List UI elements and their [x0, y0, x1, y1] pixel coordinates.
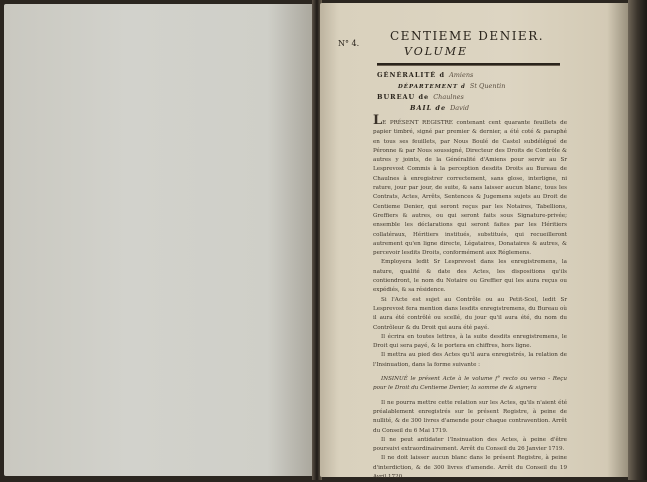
- drop-cap: L: [373, 113, 383, 128]
- document-title: CENTIEME DENIER.: [390, 29, 545, 43]
- paragraph: Il mettra au pied des Actes qu'il aura enregistrés, la relation de l'Insinuation, dans la forme suivante :: [373, 352, 567, 368]
- rule-paragraph: Il ne doit laisser aucun blanc dans le présent Registre, à peine d'interdiction, & de 300 livres d'amende. Arrêt du Conseil du 19 Avril 1720.: [373, 455, 567, 480]
- left-page-blank: [4, 4, 314, 476]
- rule-paragraph: Il ne peut antidater l'Insinuation des Actes, à peine d'être poursuivi extraordinairement. Arrêt du Conseil du 26 Janvier 1719.: [373, 436, 567, 453]
- paragraph-text: E PRÉSENT REGISTRE contenant cent quarante feuillets de papier timbré, signé par premier & dernier, a été coté & paraphé en tous ses feuillets, par Nous Boulé de Castel subdélégué de Péronne & par Nous soussigné, Directeur des Droits de Contrôle & autres y joints, de la Généralité d'Amiens pour servir au Sr Lesprevost Commis à la perception desdits Droits au Bureau de Chaulnes à enregistrer correctement, sans glose, interligne, ni rature, jour par jour, de suite, & sans laisser aucun blanc, tous les Contrats, Actes, Arrêts, Sentences & Jugemens sujets au Droit de Centieme Denier, qui seront reçus par les Notaires, Tabellions, Greffiers & autres, ou qui seront faits sous Signature-privée; ensemble les déclarations qui seront faites par les Héritiers collatéraux, Héritiers institués, substitués, qui recueilleront autrement qu'en ligne directe, Légataires, Donataires & autres, & percevoir lesdits Droits, conformément aux Réglemens.: [373, 120, 567, 257]
- volume-label: VOLUME: [404, 45, 469, 58]
- insinuation-formula: INSINUÉ le présent Acte à le volume f° recto ou verso - Reçu pour le Droit du Centieme Denier, la somme de & signera: [373, 376, 567, 392]
- field-bail: BAIL de David: [410, 104, 470, 112]
- title-rule: [377, 63, 560, 66]
- register-number: N° 4.: [338, 39, 360, 48]
- register-body: [373, 113, 567, 482]
- paragraph: [373, 113, 567, 258]
- paragraph: Si l'Acte est sujet au Contrôle ou au Petit-Scel, ledit Sr Lesprevost fera mention dans lesdits enregistremens, du Bureau où il aura été contrôlé ou scellé, du jour qu'il aura été, du nom du Contrôleur & du Droit qui aura été payé.: [373, 296, 567, 331]
- rule-paragraph: Il ne pourra mettre cette relation sur les Actes, qu'ils n'aient été préalablement enregistrés sur le présent Registre, à peine de nullité, & de 300 livres d'amende pour chaque contravention. Arrêt du Conseil du 6 Mai 1719.: [373, 399, 567, 434]
- paragraph: Employera ledit Sr Lesprevost dans les enregistremens, la nature, qualité & date des Actes, les dispositions qu'ils contiendront, le nom du Notaire ou Greffier qui les aura reçus ou expédiés, & sa résidence.: [373, 259, 567, 294]
- field-departement: DÉPARTEMENT d St Quentin: [398, 82, 506, 90]
- paragraph: Il écrira en toutes lettres, à la suite desdits enregistremens, le Droit qui sera payé, & le portera en chiffres, hors ligne.: [373, 333, 567, 350]
- page-edges: [628, 0, 647, 480]
- field-bureau: BUREAU de Chaulnes: [377, 93, 464, 101]
- field-generalite: GÉNÉRALITÉ d Amiens: [377, 71, 474, 79]
